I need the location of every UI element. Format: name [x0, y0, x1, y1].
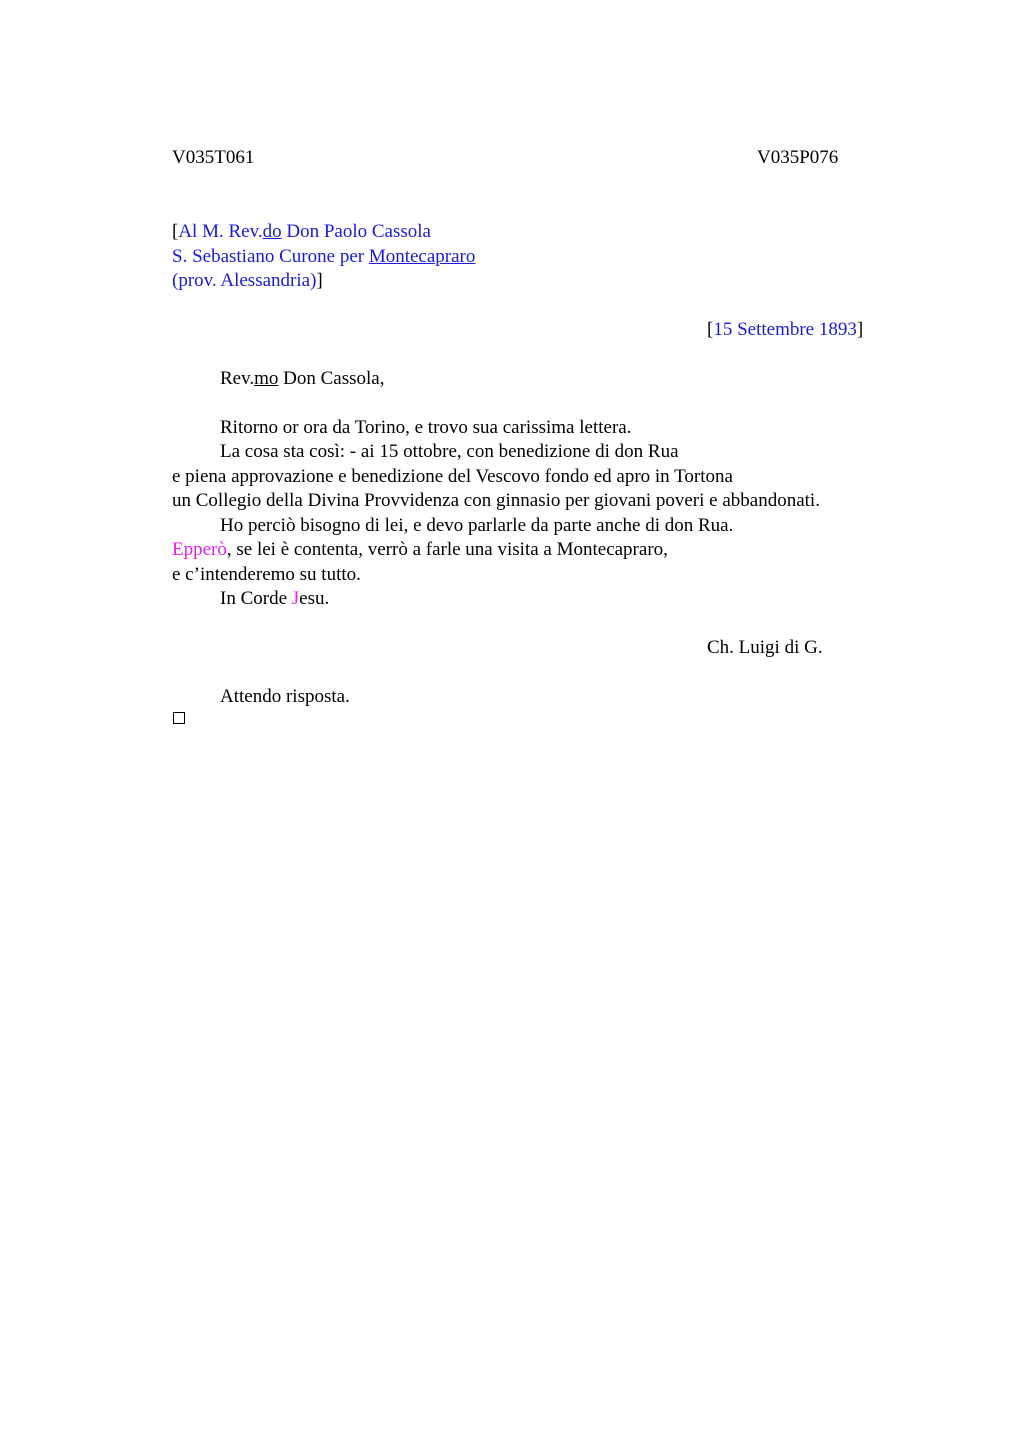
date-bracket-open: [ [707, 319, 714, 340]
closing-text: In Corde [220, 588, 292, 609]
highlighted-letter: J [291, 588, 300, 609]
salutation-abbrev-sup: mo [254, 368, 279, 389]
body-paragraph-2-line-2: e piena approvazione e benedizione del Vescovo fondo ed apro in Tortona [172, 466, 733, 487]
body-paragraph-3: Ho perciò bisogno di lei, e devo parlarle da parte anche di don Rua. [220, 515, 734, 536]
address-abbrev-sup: do [262, 221, 282, 242]
bracket-open: [ [172, 221, 179, 242]
date-text: 15 Settembre 1893 [713, 319, 857, 340]
address-province: (prov. Alessandria) [172, 270, 317, 291]
closing-formula [220, 587, 329, 611]
postscript: Attendo risposta. [220, 686, 350, 707]
bracket-close: ] [316, 270, 323, 291]
address-line-3 [172, 269, 323, 293]
closing-text-end: esu. [299, 588, 330, 609]
document-code-left: V035T061 [172, 147, 255, 168]
signature: Ch. Luigi di G. [707, 637, 823, 658]
document-code-right: V035P076 [757, 147, 839, 168]
address-recipient-prefix: Al M. Rev. [178, 221, 263, 242]
paragraph-4-text: , se lei è contenta, verrò a farle una visita a Montecapraro, [226, 539, 668, 560]
body-paragraph-2-line-1: La cosa sta così: - ai 15 ottobre, con benedizione di don Rua [220, 441, 679, 462]
body-paragraph-2-line-3: un Collegio della Divina Provvidenza con ginnasio per giovani poveri e abbandonati. [172, 490, 820, 511]
address-recipient-name: Don Paolo Cassola [281, 221, 431, 242]
body-paragraph-1: Ritorno or ora da Torino, e trovo sua carissima lettera. [220, 417, 632, 438]
salutation [220, 367, 384, 391]
highlighted-word: Epperò [172, 539, 227, 560]
address-line-1 [172, 220, 431, 244]
salutation-name: Don Cassola, [278, 368, 385, 389]
end-marker-box [173, 712, 185, 724]
salutation-prefix: Rev. [220, 368, 255, 389]
address-place: Montecapraro [368, 246, 476, 267]
body-paragraph-4-line-1 [172, 538, 668, 562]
address-town: S. Sebastiano Curone per [172, 246, 369, 267]
date-bracket-close: ] [856, 319, 864, 340]
address-line-2 [172, 245, 475, 269]
body-paragraph-4-line-2: e c’intenderemo su tutto. [172, 564, 361, 585]
letter-date [707, 318, 863, 342]
